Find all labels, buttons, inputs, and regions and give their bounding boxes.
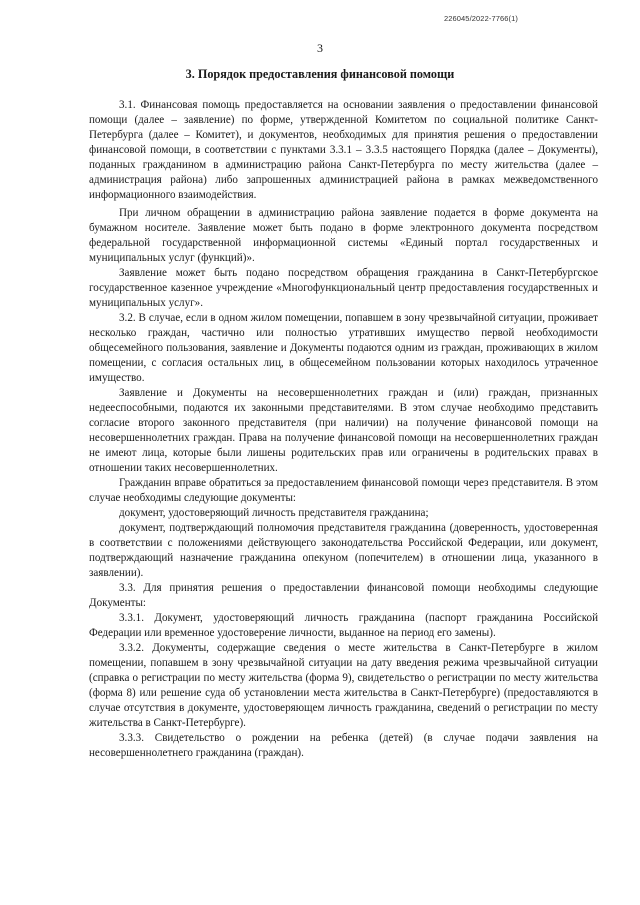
page-number: 3 bbox=[317, 41, 323, 55]
paragraph-3-3-3: 3.3.3. Свидетельство о рождении на ребенка (детей) (в случае подачи заявления на несовершеннолетнего гражданина (граждан). bbox=[89, 732, 598, 759]
paragraph-3-3-1: 3.3.1. Документ, удостоверяющий личность гражданина (паспорт гражданина Российской Федерации или временное удостоверение личности, выданное на период его замены). bbox=[89, 612, 598, 639]
paragraph-personal-application: При личном обращении в администрацию района заявление подается в форме документа на бумажном носителе. Заявление может быть подано в форме электронного документа посредством федеральной государственной информационной системы «Единый портал государственных и муниципальных услуг (функций)». bbox=[89, 207, 598, 264]
paragraph-3-3-2: 3.3.2. Документы, содержащие сведения о месте жительства в Санкт-Петербурге в жилом помещении, попавшем в зону чрезвычайной ситуации на дату введения режима чрезвычайной ситуации (справка о регистрации по месту жительства (форма 9), свидетельство о регистрации по месту жительства (форма 8) или решение суда об установлении места жительства в Санкт-Петербурге) (предоставляются в случае отсутствия в документе, удостоверяющем личность гражданина, сведений о регистрации по месту жительства в Санкт-Петербурге). bbox=[89, 642, 598, 729]
document-registration-number: 226045/2022-7766(1) bbox=[443, 14, 518, 23]
section-title: 3. Порядок предоставления финансовой помощи bbox=[185, 67, 455, 81]
paragraph-representative-authority: документ, подтверждающий полномочия представителя гражданина (доверенность, удостоверенная в соответствии с положениями действующего законодательства Российской Федерации, или документ, подтверждающий назначение гражданина опекуном (попечителем) в отношении лица, указанного в заявлении). bbox=[89, 522, 598, 579]
paragraph-representative-id: документ, удостоверяющий личность представителя гражданина; bbox=[119, 507, 429, 519]
paragraph-3-3: 3.3. Для принятия решения о предоставлении финансовой помощи необходимы следующие Документы: bbox=[89, 582, 598, 609]
paragraph-legal-representatives: Заявление и Документы на несовершеннолетних граждан и (или) граждан, признанных недееспособными, подаются их законными представителями. В этом случае необходимо представить согласие второго законного представителя (при наличии) на получение финансовой помощи на несовершеннолетних граждан. Права на получение финансовой помощи на несовершеннолетних граждан не имеют лица, которые были лишены родительских прав или ограничены в родительских правах в отношении таких несовершеннолетних. bbox=[89, 387, 598, 474]
paragraph-through-representative: Гражданин вправе обратиться за предоставлением финансовой помощи через представителя. В этом случае необходимы следующие документы: bbox=[89, 477, 598, 504]
paragraph-3-2: 3.2. В случае, если в одном жилом помещении, попавшем в зону чрезвычайной ситуации, проживает несколько граждан, частично или полностью утративших имущество первой необходимости общесемейного пользования, заявление и Документы подаются одним из граждан, проживающих в жилом помещении, с согласия остальных лиц, в общесемейном пользовании которых находилось утраченное имущество. bbox=[89, 312, 598, 384]
paragraph-3-1: 3.1. Финансовая помощь предоставляется на основании заявления о предоставлении финансовой помощи (далее – заявление) по форме, утвержденной Комитетом по социальной политике Санкт-Петербурга (далее – Комитет), и документов, необходимых для принятия решения о предоставлении финансовой помощи, в соответствии с пунктами 3.3.1 – 3.3.5 настоящего Порядка (далее – Документы), поданных гражданином в администрацию района Санкт-Петербурга по месту жительства (далее – администрация района) либо запрошенных администрацией района в рамках межведомственного информационного взаимодействия. bbox=[89, 99, 598, 201]
document-body bbox=[89, 98, 598, 761]
paragraph-mfc-application: Заявление может быть подано посредством обращения гражданина в Санкт-Петербургское государственное казенное учреждение «Многофункциональный центр предоставления государственных и муниципальных услуг». bbox=[89, 267, 598, 309]
